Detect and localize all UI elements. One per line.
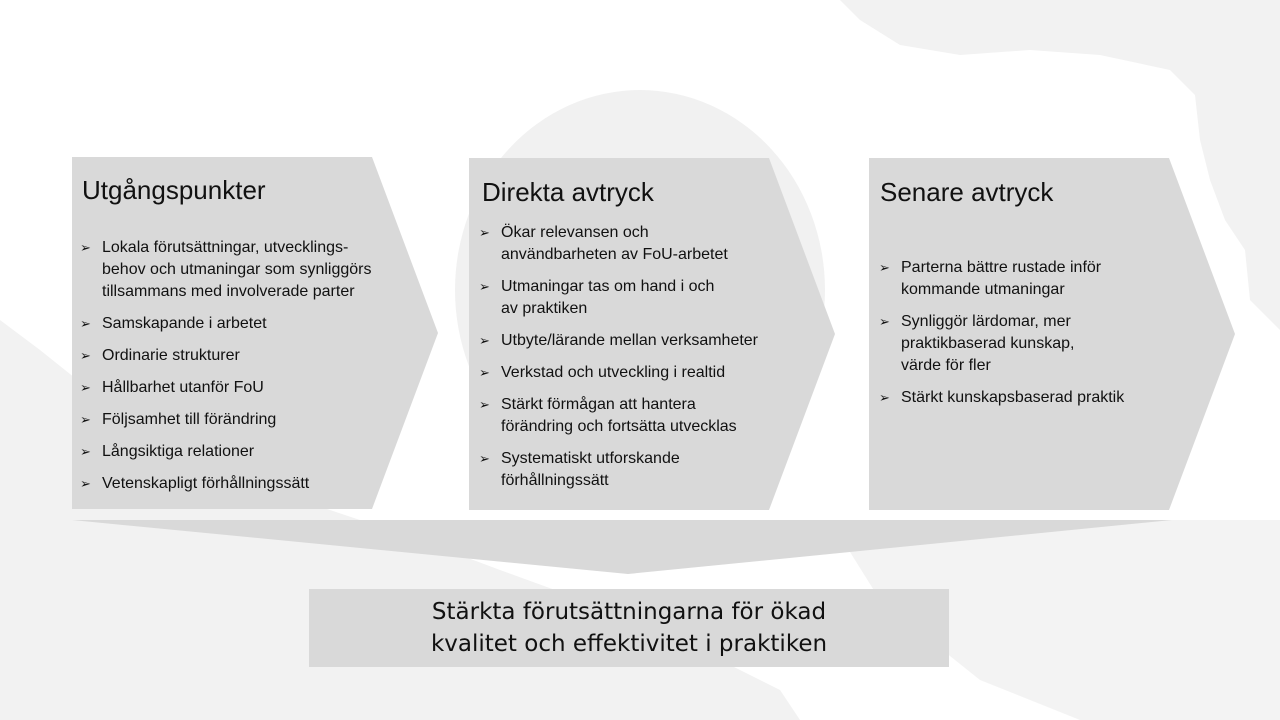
arrow-bullet-icon: ➢	[879, 260, 890, 275]
list-item	[80, 345, 410, 367]
panel-title: Utgångspunkter	[82, 175, 266, 205]
item-text: Ordinarie strukturer	[102, 347, 240, 364]
arrow-bullet-icon: ➢	[80, 240, 91, 255]
arrow-bullet-icon: ➢	[479, 279, 490, 294]
panel-senare-avtryck	[869, 158, 1237, 510]
arrow-bullet-icon: ➢	[879, 314, 890, 329]
item-text: Vetenskapligt förhållningssätt	[102, 475, 310, 492]
item-text: Parterna bättre rustade inför kommande utmaningar	[901, 259, 1102, 298]
result-box	[309, 589, 949, 667]
arrow-bullet-icon: ➢	[479, 397, 490, 412]
panel-title: Direkta avtryck	[482, 177, 654, 207]
result-text: Stärkta förutsättningarna för ökad kvalitet och effektivitet i praktiken	[430, 599, 828, 657]
item-text: Långsiktiga relationer	[102, 443, 255, 460]
item-text: Följsamhet till förändring	[102, 411, 277, 428]
panel-direkta-avtryck	[469, 158, 837, 510]
arrow-bullet-icon: ➢	[80, 444, 91, 459]
list-item	[80, 409, 410, 431]
item-text: Systematiskt utforskande förhållningssätt	[501, 450, 680, 489]
item-text: Stärkt förmågan att hantera förändring och fortsätta utvecklas	[501, 396, 737, 435]
item-text: Lokala förutsättningar, utvecklings- behov och utmaningar som synliggörs tillsammans med involverade parter	[102, 239, 372, 300]
item-text: Ökar relevansen och användbarheten av FoU-arbetet	[501, 224, 728, 263]
arrow-bullet-icon: ➢	[479, 225, 490, 240]
arrow-bullet-icon: ➢	[80, 316, 91, 331]
arrow-bullet-icon: ➢	[80, 412, 91, 427]
list-item	[80, 441, 410, 463]
item-list	[479, 222, 809, 502]
item-list	[879, 257, 1179, 419]
item-text: Hållbarhet utanför FoU	[102, 379, 264, 396]
list-item	[879, 387, 1179, 409]
list-item	[479, 394, 809, 438]
panel-utgangspunkter	[72, 157, 440, 509]
item-text: Stärkt kunskapsbaserad praktik	[901, 389, 1125, 406]
item-text: Utbyte/lärande mellan verksamheter	[501, 332, 759, 349]
item-text: Verkstad och utveckling i realtid	[501, 364, 726, 381]
arrow-bullet-icon: ➢	[479, 333, 490, 348]
list-item	[879, 311, 1179, 377]
list-item	[479, 222, 809, 266]
list-item	[479, 362, 809, 384]
list-item	[80, 473, 410, 495]
arrow-bullet-icon: ➢	[80, 348, 91, 363]
item-list	[80, 237, 410, 505]
item-text: Synliggör lärdomar, mer praktikbaserad kunskap, värde för fler	[901, 313, 1075, 374]
arrow-bullet-icon: ➢	[479, 451, 490, 466]
list-item	[80, 377, 410, 399]
converging-arrow	[72, 518, 1176, 578]
arrow-bullet-icon: ➢	[80, 380, 91, 395]
list-item	[479, 330, 809, 352]
list-item	[80, 237, 410, 303]
arrow-bullet-icon: ➢	[80, 476, 91, 491]
item-text: Samskapande i arbetet	[102, 315, 267, 332]
list-item	[479, 448, 809, 492]
list-item	[479, 276, 809, 320]
arrow-bullet-icon: ➢	[879, 390, 890, 405]
arrow-bullet-icon: ➢	[479, 365, 490, 380]
item-text: Utmaningar tas om hand i och av praktiken	[501, 278, 715, 317]
list-item	[879, 257, 1179, 301]
panel-title: Senare avtryck	[880, 177, 1054, 207]
list-item	[80, 313, 410, 335]
